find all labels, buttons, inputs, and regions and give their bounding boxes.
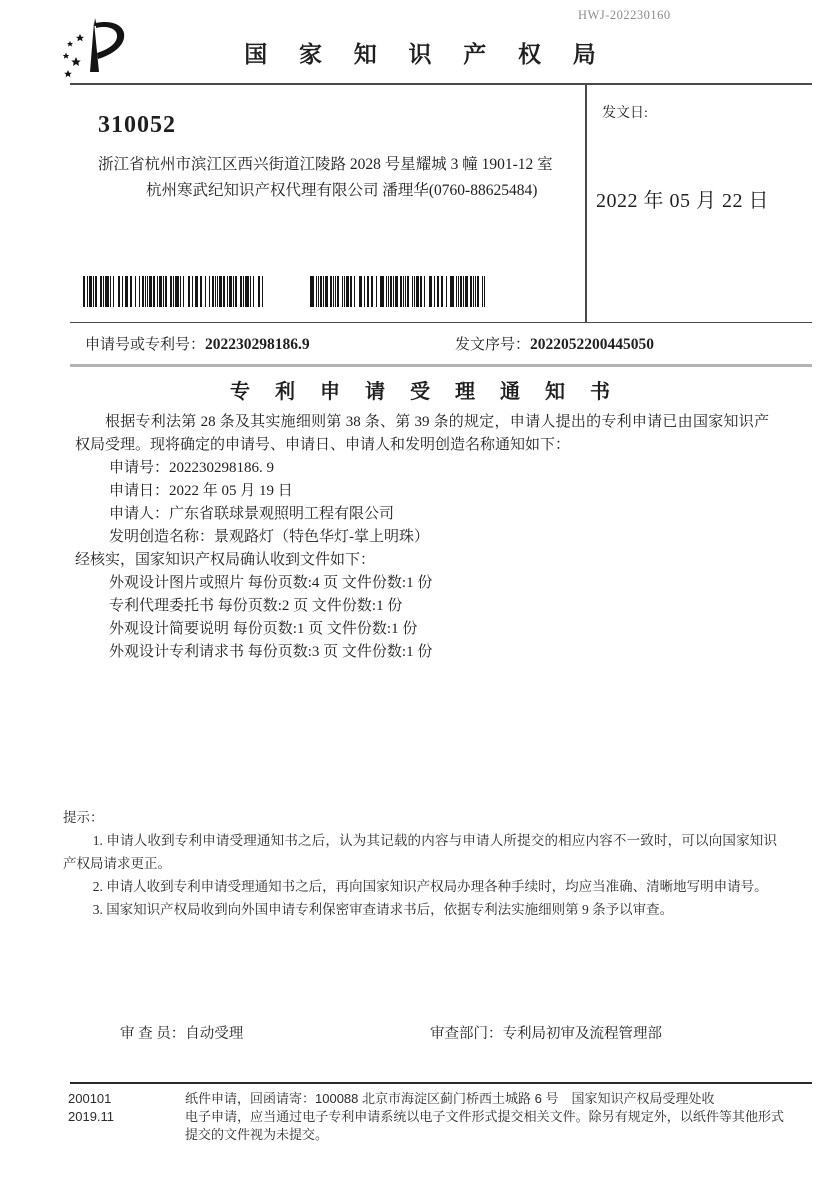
- recipient-agent-line: 杭州寒武纪知识产权代理有限公司 潘理华(0760-88625484): [146, 182, 538, 199]
- detail-application-number: 申请号：202230298186. 9: [109, 460, 275, 476]
- tip-item-3: 3. 国家知识产权局收到向外国申请专利保密审查请求书后，依据专利法实施细则第 9 条予以审查。: [92, 902, 674, 917]
- footer-text-electronic-filing: 电子申请，应当通过电子专利申请系统以电子文件形式提交相关文件。除另有规定外，以纸件等其他形式提交的文件视为未提交。: [185, 1109, 784, 1142]
- application-details: [109, 457, 769, 549]
- department-label: 审查部门：: [430, 1026, 503, 1042]
- footer-row-electronic: [68, 1108, 784, 1144]
- notice-title: 专 利 申 请 受 理 通 知 书: [230, 381, 620, 403]
- serial-number-label: 发文序号：: [455, 337, 531, 353]
- recipient-address: 浙江省杭州市滨江区西兴街道江陵路 2028 号星耀城 3 幢 1901-12 室: [98, 156, 553, 173]
- barcode-serial-number: [310, 276, 542, 307]
- tips-heading: 提示：: [63, 810, 104, 825]
- barcode-application-number: [83, 276, 273, 307]
- received-documents-list: [109, 572, 769, 664]
- application-number-label: 申请号或专利号：: [85, 337, 206, 353]
- received-document-item: 外观设计专利请求书 每份页数:3 页 文件份数:1 份: [109, 644, 433, 660]
- footer-notes: [68, 1090, 784, 1144]
- agency-title: 国 家 知 识 产 权 局: [244, 42, 609, 67]
- department-value: 专利局初审及流程管理部: [502, 1026, 662, 1042]
- serial-number-value: 2022052200445050: [530, 336, 655, 353]
- tips-section: [63, 806, 777, 921]
- received-document-item: 外观设计简要说明 每份页数:1 页 文件份数:1 份: [109, 621, 418, 637]
- document-reference-number: HWJ-202230160: [578, 8, 671, 22]
- footer-row-paper: [68, 1090, 784, 1108]
- footer-code: 200101: [68, 1091, 112, 1106]
- tip-item-1: 1. 申请人收到专利申请受理通知书之后，认为其记载的内容与申请人所提交的相应内容不一致时，可以向国家知识产权局请求更正。: [63, 833, 777, 871]
- notice-body: [75, 411, 769, 664]
- dispatch-date-value: 2022 年 05 月 22 日: [596, 190, 769, 212]
- footer-rule: [70, 1082, 812, 1084]
- header-rule: [70, 83, 812, 85]
- detail-invention-title: 发明创造名称：景观路灯（特色华灯-掌上明珠）: [109, 529, 429, 545]
- footer-code: 2019.11: [68, 1109, 115, 1124]
- footer-text-paper-filing: 纸件申请，回函请寄：100088 北京市海淀区蓟门桥西土城路 6 号 国家知识产权局受理处收: [185, 1091, 715, 1106]
- serial-number-field: [455, 333, 654, 354]
- examiner-label: 审 查 员：: [120, 1026, 186, 1042]
- notice-intro-paragraph: 根据专利法第 28 条及其实施细则第 38 条、第 39 条的规定，申请人提出的专利申请已由国家知识产权局受理。现将确定的申请号、申请日、申请人和发明创造名称通知如下：: [75, 414, 769, 453]
- received-documents-intro: 经核实，国家知识产权局确认收到文件如下：: [75, 552, 376, 568]
- tip-item-2: 2. 申请人收到专利申请受理通知书之后，再向国家知识产权局办理各种手续时，均应当准确、清晰地写明申请号。: [92, 879, 768, 894]
- recipient-postal-code: 310052: [98, 112, 176, 138]
- received-document-item: 外观设计图片或照片 每份页数:4 页 文件份数:1 份: [109, 575, 433, 591]
- examiner-value: 自动受理: [185, 1026, 244, 1042]
- reference-row-top-rule: [70, 322, 812, 323]
- detail-filing-date: 申请日：2022 年 05 月 19 日: [109, 483, 293, 499]
- examiner-field: [120, 1022, 243, 1043]
- detail-applicant: 申请人：广东省联球景观照明工程有限公司: [109, 506, 395, 522]
- application-number-field: [85, 333, 310, 354]
- dispatch-date-label: 发文日:: [602, 106, 648, 121]
- department-field: [430, 1022, 662, 1043]
- received-document-item: 专利代理委托书 每份页数:2 页 文件份数:1 份: [109, 598, 403, 614]
- application-number-value: 202230298186.9: [205, 336, 310, 353]
- dispatch-box-divider: [585, 84, 587, 323]
- reference-row-bottom-rule: [70, 364, 812, 367]
